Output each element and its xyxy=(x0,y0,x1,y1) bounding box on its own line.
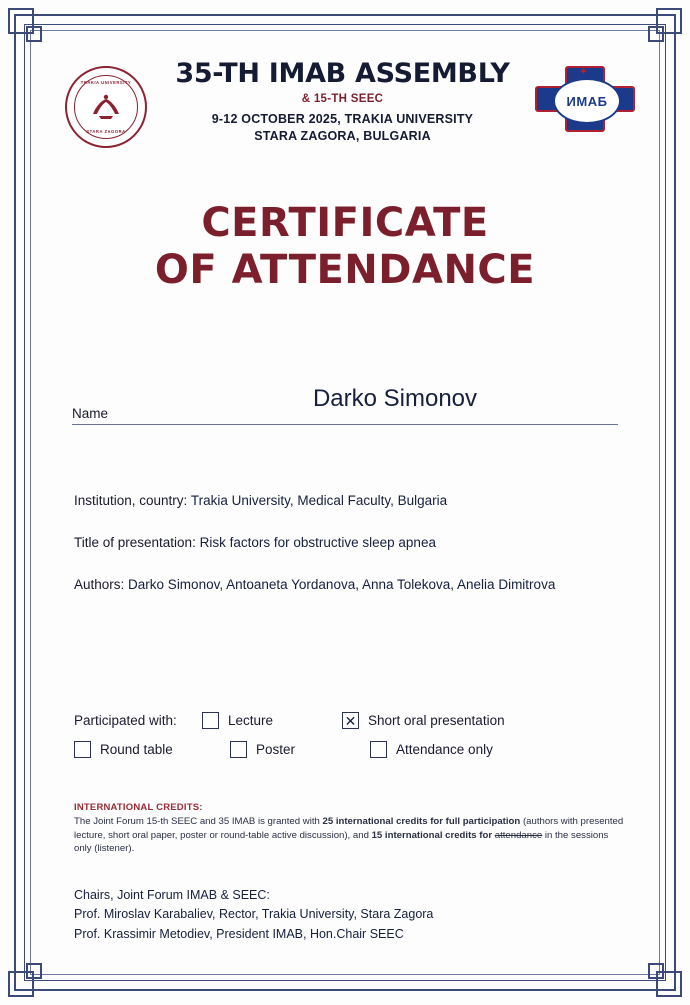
participation-row-2 xyxy=(74,741,630,758)
name-label: Name xyxy=(72,406,109,421)
imab-logo-icon: ✦ ИМАБ xyxy=(535,64,635,134)
credits-title: INTERNATIONAL CREDITS: xyxy=(74,802,203,813)
detail-presentation-title-value: Risk factors for obstructive sleep apnea xyxy=(199,534,436,550)
detail-presentation-title-label: Title of presentation: xyxy=(74,534,196,550)
detail-authors-label: Authors: xyxy=(74,576,125,592)
name-underline xyxy=(72,424,618,425)
assembly-title: 35-TH IMAB ASSEMBLY xyxy=(175,58,510,89)
credits-text-2: (authors with presented lecture, short oral paper, poster or round-table active discussion), and xyxy=(74,816,624,841)
checkbox-short-oral-presentation[interactable]: ✕ xyxy=(342,712,359,729)
seal-bottom-text: STARA ZAGORA xyxy=(86,129,126,134)
corner-ornament-bottom-right xyxy=(642,957,682,997)
credits-struck-word: attendance xyxy=(494,829,543,841)
trakia-university-seal-icon xyxy=(65,66,147,148)
checkbox-poster[interactable] xyxy=(230,741,247,758)
checkbox-lecture[interactable] xyxy=(202,712,219,729)
page-title xyxy=(45,200,645,294)
participation-section xyxy=(74,712,630,770)
detail-authors-value: Darko Simonov, Antoaneta Yordanova, Anna Tolekova, Anelia Dimitrova xyxy=(128,576,556,592)
certificate-header xyxy=(45,52,645,167)
credits-bold-1: 25 international credits for full participation xyxy=(322,816,521,827)
checkbox-attendance-only-label: Attendance only xyxy=(396,742,493,757)
credits-text-4: in the sessions only (listener). xyxy=(74,829,609,855)
checkbox-round-table-label: Round table xyxy=(100,742,173,757)
chairs-signatures-block xyxy=(74,886,628,944)
header-text-block xyxy=(155,60,530,145)
page-title-line1: CERTIFICATE xyxy=(201,200,489,246)
detail-institution-label: Institution, country: xyxy=(74,493,188,508)
imab-logo-text: ИМАБ xyxy=(566,93,608,109)
checkbox-option-poster[interactable] xyxy=(230,741,342,758)
chair-line-1: Prof. Miroslav Karabaliev, Rector, Trakia University, Stara Zagora xyxy=(74,907,434,922)
detail-fields xyxy=(74,492,630,618)
event-city-country: STARA ZAGORA, BULGARIA xyxy=(254,129,431,144)
corner-ornament-top-left xyxy=(8,8,48,48)
checkbox-round-table[interactable] xyxy=(74,741,91,758)
corner-ornament-bottom-left xyxy=(8,957,48,997)
checkbox-attendance-only[interactable] xyxy=(370,741,387,758)
corner-ornament-top-right xyxy=(642,8,682,48)
checkbox-lecture-label: Lecture xyxy=(228,713,274,728)
detail-institution xyxy=(74,492,630,511)
event-date-location: 9-12 OCTOBER 2025, TRAKIA UNIVERSITY xyxy=(211,112,474,127)
chairs-heading: Chairs, Joint Forum IMAB & SEEC: xyxy=(74,888,270,902)
recipient-name-row xyxy=(72,375,618,425)
checkbox-poster-label: Poster xyxy=(256,742,296,757)
detail-authors xyxy=(74,576,630,595)
seec-subtitle: & 15-TH SEEC xyxy=(301,93,384,106)
recipient-name-value: Darko Simonov xyxy=(312,385,478,412)
participation-label: Participated with: xyxy=(74,713,177,728)
checkbox-option-round-table[interactable] xyxy=(74,741,202,758)
checkbox-option-short-oral-presentation[interactable] xyxy=(342,712,505,729)
detail-institution-value: Trakia University, Medical Faculty, Bulgaria xyxy=(190,493,448,508)
participation-row-1 xyxy=(74,712,630,729)
detail-presentation-title xyxy=(74,534,630,553)
credits-text-1: The Joint Forum 15-th SEEC and 35 IMAB is granted with xyxy=(74,816,323,827)
chair-line-2: Prof. Krassimir Metodiev, President IMAB, Hon.Chair SEEC xyxy=(74,926,404,941)
checkbox-option-lecture[interactable] xyxy=(202,712,314,729)
international-credits-note xyxy=(74,802,628,856)
credits-bold-2: 15 international credits for xyxy=(371,829,493,841)
checkbox-short-oral-presentation-label: Short oral presentation xyxy=(368,713,505,728)
seal-top-text: TRAKIA UNIVERSITY xyxy=(80,80,132,85)
checkbox-option-attendance-only[interactable] xyxy=(370,741,493,758)
credits-body xyxy=(74,815,628,856)
page-title-line2: OF ATTENDANCE xyxy=(154,247,536,294)
